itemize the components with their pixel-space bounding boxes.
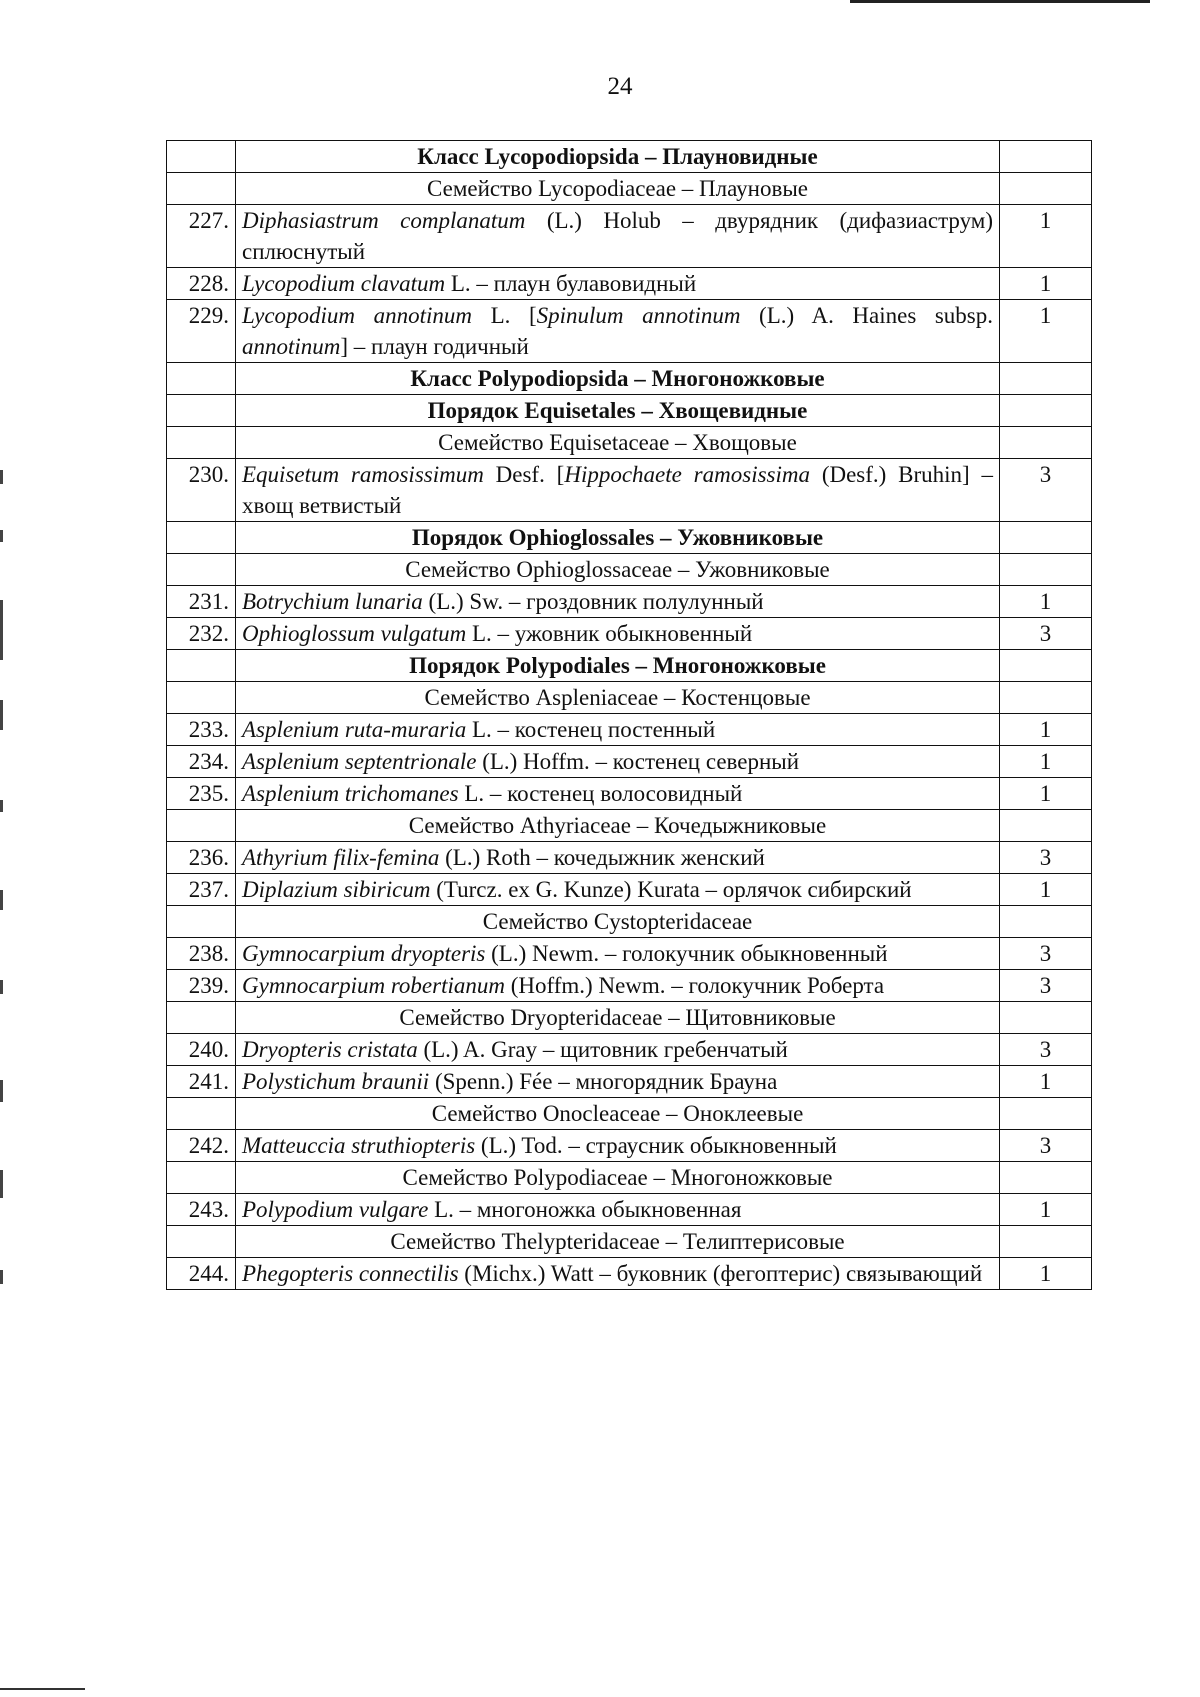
species-name (236, 205, 1000, 268)
species-number: 243. (167, 1194, 236, 1226)
rarity-category: 3 (1000, 1034, 1092, 1066)
latin-name: Diplazium sibiricum (242, 877, 431, 902)
name-text: Desf. [ (483, 462, 565, 487)
empty-cell (167, 1226, 236, 1258)
rarity-category: 3 (1000, 842, 1092, 874)
rarity-category: 1 (1000, 586, 1092, 618)
species-number: 229. (167, 300, 236, 363)
order-header-row (167, 395, 1092, 427)
empty-cell (167, 1098, 236, 1130)
empty-cell (1000, 810, 1092, 842)
name-text: (Turcz. ex G. Kunze) Kurata – орлячок сибирский (430, 877, 912, 902)
family-title: Семейство Polypodiaceae – Многоножковые (236, 1162, 1000, 1194)
species-name (236, 714, 1000, 746)
name-text: ] – плаун годичный (340, 334, 529, 359)
empty-cell (1000, 363, 1092, 395)
rarity-category: 3 (1000, 618, 1092, 650)
empty-cell (167, 906, 236, 938)
rarity-category: 3 (1000, 970, 1092, 1002)
class-header-row (167, 363, 1092, 395)
species-name (236, 1130, 1000, 1162)
species-name (236, 970, 1000, 1002)
species-name (236, 874, 1000, 906)
family-header-row (167, 1098, 1092, 1130)
family-title: Семейство Aspleniaceae – Костенцовые (236, 682, 1000, 714)
empty-cell (1000, 554, 1092, 586)
table-row (167, 618, 1092, 650)
family-title: Семейство Ophioglossaceae – Ужовниковые (236, 554, 1000, 586)
empty-cell (167, 810, 236, 842)
table-row (167, 842, 1092, 874)
family-title: Семейство Dryopteridaceae – Щитовниковые (236, 1002, 1000, 1034)
species-name (236, 746, 1000, 778)
family-header-row (167, 427, 1092, 459)
species-number: 237. (167, 874, 236, 906)
rarity-category: 1 (1000, 1258, 1092, 1290)
name-text: (L.) A. Gray – щитовник гребенчатый (417, 1037, 788, 1062)
latin-name: Gymnocarpium robertianum (242, 973, 505, 998)
table-row (167, 268, 1092, 300)
name-text: (L.) Newm. – голокучник обыкновенный (485, 941, 888, 966)
family-header-row (167, 1162, 1092, 1194)
table-row (167, 205, 1092, 268)
rarity-category: 1 (1000, 874, 1092, 906)
name-text: (L.) Sw. – гроздовник полулунный (422, 589, 764, 614)
table-row (167, 970, 1092, 1002)
species-number: 233. (167, 714, 236, 746)
empty-cell (167, 650, 236, 682)
rarity-category: 1 (1000, 268, 1092, 300)
species-name (236, 618, 1000, 650)
order-title: Порядок Polypodiales – Многоножковые (236, 650, 1000, 682)
latin-name: Botrychium lunaria (242, 589, 423, 614)
order-title: Порядок Equisetales – Хвощевидные (236, 395, 1000, 427)
name-text: L. – многоножка обыкновенная (428, 1197, 742, 1222)
empty-cell (1000, 522, 1092, 554)
species-table (166, 140, 1092, 1290)
empty-cell (167, 682, 236, 714)
name-text: (L.) Roth – кочедыжник женский (439, 845, 765, 870)
class-header-row (167, 141, 1092, 173)
species-name (236, 459, 1000, 522)
latin-name: annotinum (242, 334, 341, 359)
name-text: (Desf.) Bruhin] – хвощ ветвистый (242, 462, 994, 518)
name-text: (Michx.) Watt – буковник (фегоптерис) связывающий (458, 1261, 983, 1286)
class-title: Класс Lycopodiopsida – Плауновидные (236, 141, 1000, 173)
empty-cell (167, 522, 236, 554)
latin-name: Polystichum braunii (242, 1069, 430, 1094)
order-header-row (167, 522, 1092, 554)
latin-name: Hippochaete ramosissima (564, 462, 810, 487)
name-text: (L.) Hoffm. – костенец северный (476, 749, 800, 774)
family-header-row (167, 682, 1092, 714)
empty-cell (167, 1002, 236, 1034)
family-header-row (167, 173, 1092, 205)
empty-cell (1000, 650, 1092, 682)
empty-cell (167, 363, 236, 395)
species-number: 230. (167, 459, 236, 522)
latin-name: Athyrium filix-femina (242, 845, 440, 870)
latin-name: Equisetum ramosissimum (242, 462, 484, 487)
empty-cell (1000, 1098, 1092, 1130)
empty-cell (167, 395, 236, 427)
rarity-category: 1 (1000, 1194, 1092, 1226)
family-header-row (167, 1226, 1092, 1258)
name-text: L. – плаун булавовидный (445, 271, 697, 296)
name-text: (L.) A. Haines subsp. (740, 303, 993, 328)
species-number: 241. (167, 1066, 236, 1098)
species-name (236, 1258, 1000, 1290)
empty-cell (167, 141, 236, 173)
rarity-category: 3 (1000, 1130, 1092, 1162)
table-row (167, 1194, 1092, 1226)
latin-name: Asplenium trichomanes (242, 781, 459, 806)
table-row (167, 459, 1092, 522)
name-text: L. – костенец волосовидный (458, 781, 743, 806)
rarity-category: 3 (1000, 938, 1092, 970)
scan-margin-marks (0, 470, 4, 1370)
table-row (167, 586, 1092, 618)
family-title: Семейство Thelypteridaceae – Телиптерисовые (236, 1226, 1000, 1258)
empty-cell (1000, 141, 1092, 173)
latin-name: Asplenium ruta-muraria (242, 717, 467, 742)
empty-cell (1000, 906, 1092, 938)
rarity-category: 3 (1000, 459, 1092, 522)
species-name (236, 938, 1000, 970)
latin-name: Asplenium septentrionale (242, 749, 477, 774)
empty-cell (1000, 1226, 1092, 1258)
latin-name: Ophioglossum vulgatum (242, 621, 467, 646)
species-name (236, 300, 1000, 363)
table-row (167, 300, 1092, 363)
name-text: (Spenn.) Fée – многорядник Брауна (429, 1069, 778, 1094)
species-number: 236. (167, 842, 236, 874)
latin-name: Diphasiastrum complanatum (242, 208, 526, 233)
species-table-body (167, 141, 1092, 1290)
family-title: Семейство Onocleaceae – Оноклеевые (236, 1098, 1000, 1130)
species-number: 228. (167, 268, 236, 300)
species-name (236, 586, 1000, 618)
table-row (167, 1258, 1092, 1290)
table-row (167, 1034, 1092, 1066)
latin-name: Polypodium vulgare (242, 1197, 429, 1222)
name-text: (L.) Holub – двурядник (дифазиаструм) сплюснутый (242, 208, 994, 264)
species-number: 235. (167, 778, 236, 810)
family-header-row (167, 554, 1092, 586)
latin-name: Gymnocarpium dryopteris (242, 941, 486, 966)
empty-cell (167, 427, 236, 459)
page-number: 24 (607, 73, 633, 100)
species-name (236, 778, 1000, 810)
species-name (236, 1194, 1000, 1226)
table-row (167, 778, 1092, 810)
family-title: Семейство Lycopodiaceae – Плауновые (236, 173, 1000, 205)
species-number: 242. (167, 1130, 236, 1162)
latin-name: Lycopodium clavatum (242, 271, 446, 296)
family-title: Семейство Athyriaceae – Кочедыжниковые (236, 810, 1000, 842)
empty-cell (1000, 395, 1092, 427)
empty-cell (167, 554, 236, 586)
species-number: 227. (167, 205, 236, 268)
rarity-category: 1 (1000, 746, 1092, 778)
empty-cell (1000, 427, 1092, 459)
species-name (236, 268, 1000, 300)
family-title: Семейство Cystopteridaceae (236, 906, 1000, 938)
species-name (236, 842, 1000, 874)
name-text: L. – ужовник обыкновенный (466, 621, 753, 646)
name-text: (Hoffm.) Newm. – голокучник Роберта (504, 973, 885, 998)
table-row (167, 938, 1092, 970)
scan-edge-line (850, 0, 1150, 3)
latin-name: Dryopteris cristata (242, 1037, 418, 1062)
empty-cell (1000, 1002, 1092, 1034)
empty-cell (1000, 682, 1092, 714)
latin-name: Phegopteris connectilis (242, 1261, 459, 1286)
order-header-row (167, 650, 1092, 682)
empty-cell (167, 1162, 236, 1194)
species-name (236, 1034, 1000, 1066)
table-row (167, 1066, 1092, 1098)
species-number: 231. (167, 586, 236, 618)
scan-edge-line-bottom (0, 1688, 85, 1690)
table-row (167, 1130, 1092, 1162)
species-number: 234. (167, 746, 236, 778)
latin-name: Lycopodium annotinum (242, 303, 472, 328)
species-number: 244. (167, 1258, 236, 1290)
table-row (167, 746, 1092, 778)
family-header-row (167, 906, 1092, 938)
class-title: Класс Polypodiopsida – Многоножковые (236, 363, 1000, 395)
empty-cell (1000, 173, 1092, 205)
name-text: L. – костенец постенный (466, 717, 716, 742)
species-number: 238. (167, 938, 236, 970)
empty-cell (1000, 1162, 1092, 1194)
species-number: 232. (167, 618, 236, 650)
rarity-category: 1 (1000, 778, 1092, 810)
rarity-category: 1 (1000, 1066, 1092, 1098)
name-text: (L.) Tod. – страусник обыкновенный (475, 1133, 837, 1158)
species-name (236, 1066, 1000, 1098)
empty-cell (167, 173, 236, 205)
order-title: Порядок Ophioglossales – Ужовниковые (236, 522, 1000, 554)
table-row (167, 714, 1092, 746)
latin-name: Spinulum annotinum (536, 303, 741, 328)
rarity-category: 1 (1000, 205, 1092, 268)
family-header-row (167, 1002, 1092, 1034)
species-number: 240. (167, 1034, 236, 1066)
latin-name: Matteuccia struthiopteris (242, 1133, 476, 1158)
species-number: 239. (167, 970, 236, 1002)
name-text: L. [ (472, 303, 537, 328)
rarity-category: 1 (1000, 300, 1092, 363)
family-title: Семейство Equisetaceae – Хвощовые (236, 427, 1000, 459)
family-header-row (167, 810, 1092, 842)
table-row (167, 874, 1092, 906)
rarity-category: 1 (1000, 714, 1092, 746)
